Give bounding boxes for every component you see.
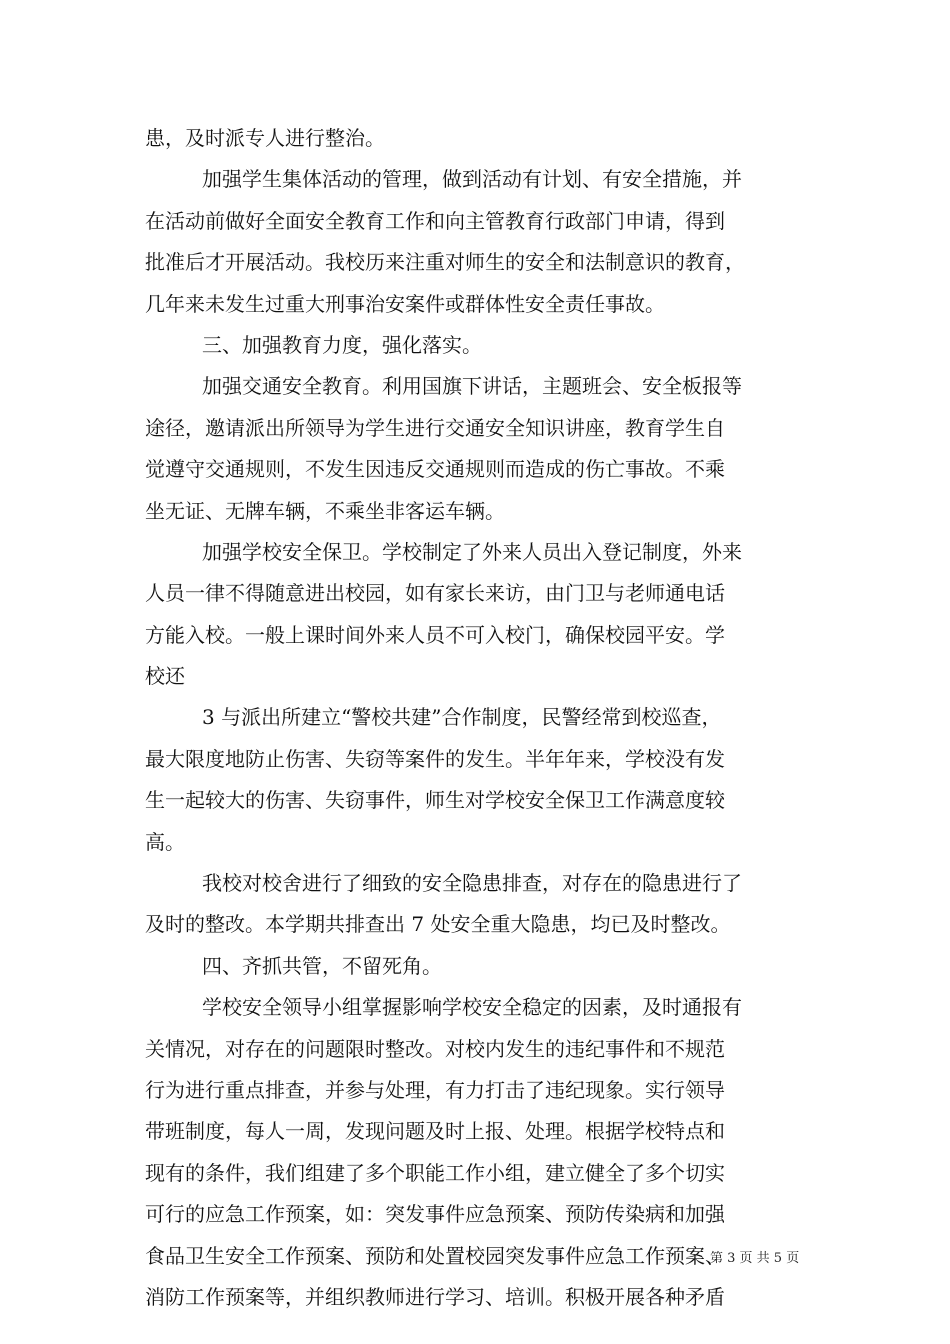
text-line: 人员一律不得随意进出校园，如有家长来访，由门卫与老师通电话 <box>145 581 725 606</box>
text-line: 行为进行重点排查，并参与处理，有力打击了违纪现象。实行领导 <box>145 1077 725 1102</box>
section-heading: 三、加强教育力度，强化落实。 <box>202 332 482 357</box>
text-line: 觉遵守交通规则，不发生因违反交通规则而造成的伤亡事故。不乘 <box>145 457 725 482</box>
text-line: 坐无证、无牌车辆，不乘坐非客运车辆。 <box>145 498 505 523</box>
text-line: 消防工作预案等，并组织教师进行学习、培训。积极开展各种矛盾 <box>145 1284 725 1309</box>
text-line: 高。 <box>145 829 185 854</box>
section-heading: 四、齐抓共管，不留死角。 <box>202 953 442 978</box>
text-line: 最大限度地防止伤害、失窃等案件的发生。半年年来，学校没有发 <box>145 746 725 771</box>
text-line: 及时的整改。本学期共排查出 7 处安全重大隐患，均已及时整改。 <box>145 912 731 937</box>
text-line: 在活动前做好全面安全教育工作和向主管教育行政部门申请，得到 <box>145 208 725 233</box>
text-line: 校还 <box>145 664 185 689</box>
text-line: 途径，邀请派出所领导为学生进行交通安全知识讲座，教育学生自 <box>145 415 725 440</box>
text-line: 关情况，对存在的问题限时整改。对校内发生的违纪事件和不规范 <box>145 1036 725 1061</box>
text-line: 患，及时派专人进行整治。 <box>145 126 385 150</box>
text-line: 批准后才开展活动。我校历来注重对师生的安全和法制意识的教育， <box>145 250 745 275</box>
text-line: 生一起较大的伤害、失窃事件，师生对学校安全保卫工作满意度较 <box>145 788 725 813</box>
text-line: 几年来未发生过重大刑事治安案件或群体性安全责任事故。 <box>145 291 665 316</box>
text-line: 现有的条件，我们组建了多个职能工作小组，建立健全了多个切实 <box>145 1160 725 1185</box>
text-line: 可行的应急工作预案，如：突发事件应急预案、预防传染病和加强 <box>145 1202 725 1227</box>
text-line: 我校对校舍进行了细致的安全隐患排查，对存在的隐患进行了 <box>202 871 742 896</box>
text-line: 3 与派出所建立“警校共建”合作制度，民警经常到校巡查， <box>202 705 722 730</box>
text-line: 加强学校安全保卫。学校制定了外来人员出入登记制度，外来 <box>202 539 742 564</box>
text-line: 加强学生集体活动的管理，做到活动有计划、有安全措施，并 <box>202 167 742 192</box>
text-line: 加强交通安全教育。利用国旗下讲话，主题班会、安全板报等 <box>202 374 742 399</box>
page-number-footer: 第 3 页 共 5 页 <box>710 1251 800 1266</box>
text-line: 学校安全领导小组掌握影响学校安全稳定的因素，及时通报有 <box>202 995 742 1020</box>
text-line: 食品卫生安全工作预案、预防和处置校园突发事件应急工作预案、 <box>145 1243 725 1268</box>
text-line: 带班制度，每人一周，发现问题及时上报、处理。根据学校特点和 <box>145 1119 725 1144</box>
body-text <box>145 118 810 1318</box>
text-line: 方能入校。一般上课时间外来人员不可入校门，确保校园平安。学 <box>145 622 725 647</box>
